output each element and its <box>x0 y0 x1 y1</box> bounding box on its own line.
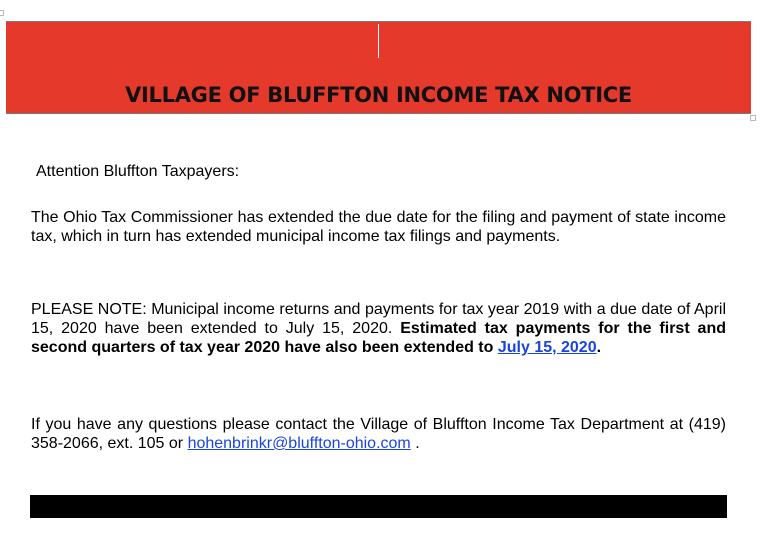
title-banner <box>6 21 751 114</box>
please-note-text: PLEASE NOTE: Municipal income returns and payments for tax year 2019 with a due date of April 15, 2020 have been extended to July 15, 2020. <box>31 301 726 337</box>
estimated-payments-text: Estimated tax payments for the first and second quarters of tax year 2020 have also been extended to <box>31 320 727 356</box>
notice-title: VILLAGE OF BLUFFTON INCOME TAX NOTICE <box>125 83 632 107</box>
paragraph-contact-info <box>31 415 726 453</box>
corner-handle-top-left <box>0 10 4 16</box>
paragraph-extension-info: The Ohio Tax Commissioner has extended the due date for the filing and payment of state income tax, which in turn has extended municipal income tax filings and payments. <box>31 209 726 245</box>
redaction-bar <box>30 495 727 518</box>
email-link[interactable]: hohenbrinkr@bluffton-ohio.com <box>187 435 411 452</box>
contact-text: If you have any questions please contact the Village of Bluffton Income Tax Department at (419) 358-2066, ext. 105 or <box>31 416 726 452</box>
due-date-link[interactable]: July 15, 2020 <box>497 339 597 356</box>
paragraph-please-note <box>31 300 726 357</box>
text-cursor <box>378 24 379 58</box>
please-note-period: . <box>596 339 602 356</box>
greeting-line: Attention Bluffton Taxpayers: <box>36 163 240 180</box>
corner-handle-bottom-right <box>750 115 756 121</box>
contact-period: . <box>410 435 420 452</box>
